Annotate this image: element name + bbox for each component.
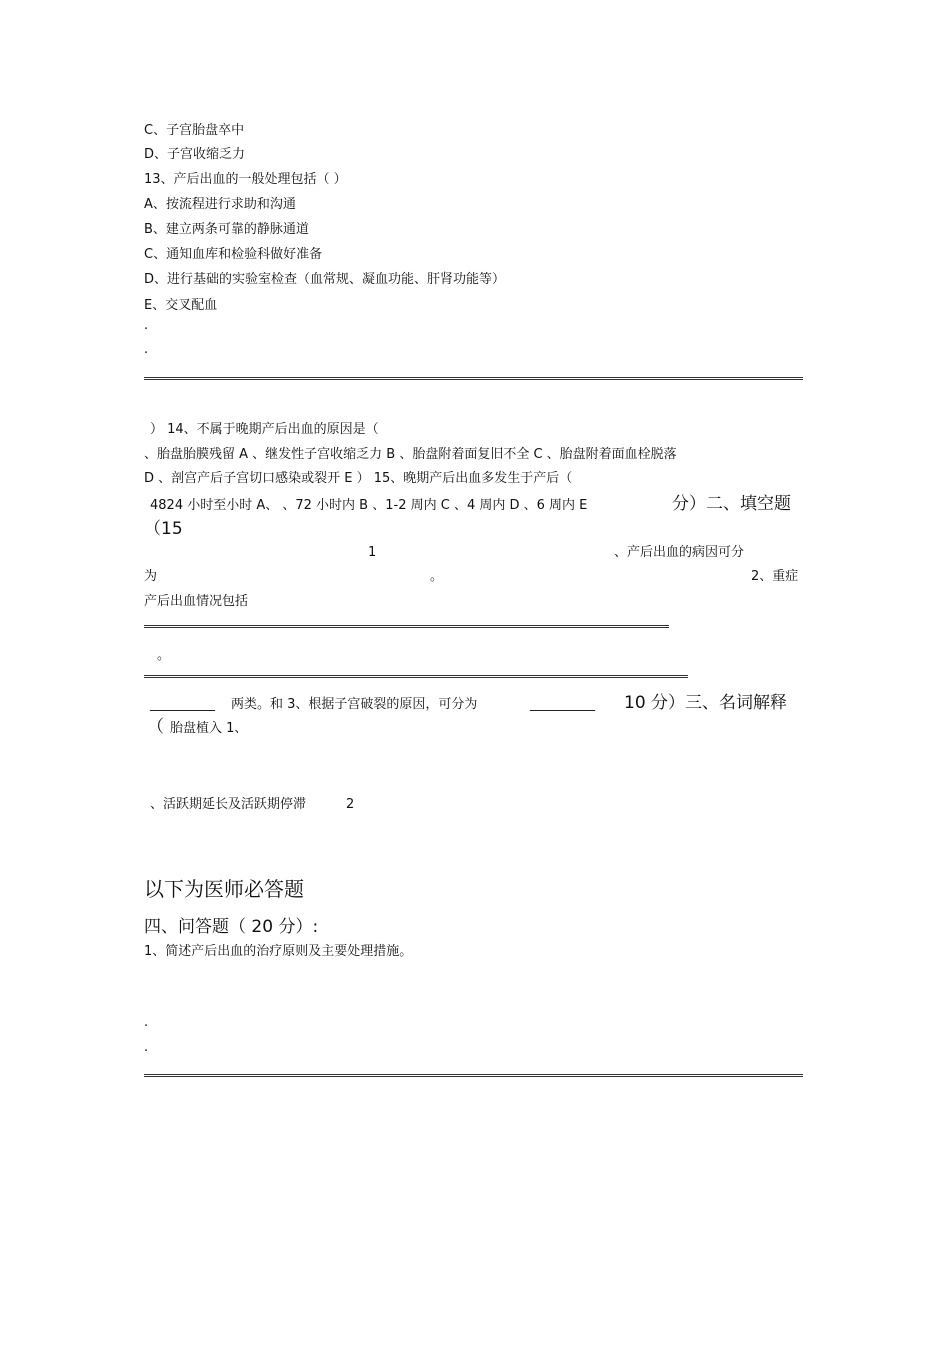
fill-3-text: 两类。和 3、根据子宫破裂的原因，可分为 xyxy=(231,697,478,712)
fill-2-period: 。 xyxy=(157,648,171,663)
option-c-placental-apoplexy: C、子宫胎盘卒中 xyxy=(144,123,245,138)
section-2-score: （15 xyxy=(144,519,183,539)
answer-line xyxy=(144,675,688,678)
term-2: 、活跃期延长及活跃期停滞 xyxy=(150,797,307,812)
page-divider xyxy=(144,377,803,380)
page-divider xyxy=(144,1074,803,1077)
section-3-heading: 10 分）三、名词解释 xyxy=(624,693,788,713)
fill-2-text: 产后出血情况包括 xyxy=(144,594,249,609)
question-14-option-d-and-15: D 、剖宫产后子宫切口感染或裂开 E ） 15、晚期产后出血多发生于产后（ xyxy=(144,471,573,486)
fill-2-number: 2、重症 xyxy=(751,569,799,584)
term-1: 胎盘植入 1、 xyxy=(170,721,248,736)
fill-3-blank-2: __________ xyxy=(530,697,595,712)
doctor-section-heading: 以下为医师必答题 xyxy=(144,877,304,901)
fill-1-text: 、产后出血的病因可分 xyxy=(614,545,745,560)
dot-marker: · xyxy=(144,346,149,361)
section-3-paren: （ xyxy=(147,717,164,737)
fill-1-number: 1 xyxy=(368,545,377,560)
fill-1-wei: 为 xyxy=(144,569,158,584)
section-4-heading: 四、问答题（ 20 分）: xyxy=(144,917,319,937)
section-2-heading: 分）二、填空题 xyxy=(672,494,791,514)
answer-line xyxy=(144,625,669,628)
option-13c: C、通知血库和检验科做好准备 xyxy=(144,247,323,262)
option-d-uterine-atony: D、子宫收缩乏力 xyxy=(144,147,246,162)
fill-3-blank: __________ xyxy=(150,697,215,712)
question-14: ） 14、不属于晚期产后出血的原因是（ xyxy=(150,422,379,437)
option-13b: B、建立两条可靠的静脉通道 xyxy=(144,222,309,237)
section-4-question-1: 1、简述产后出血的治疗原则及主要处理措施。 xyxy=(144,944,413,959)
option-13e: E、交叉配血 xyxy=(144,298,218,313)
option-13d: D、进行基础的实验室检查（血常规、凝血功能、肝肾功能等） xyxy=(144,272,506,287)
fill-1-period: 。 xyxy=(430,569,444,584)
question-14-options: 、胎盘胎膜残留 A 、继发性子宫收缩乏力 B 、胎盘附着面复旧不全 C 、胎盘附着面血栓脱落 xyxy=(144,447,677,462)
dot-marker: · xyxy=(144,322,149,337)
question-13: 13、产后出血的一般处理包括（ ） xyxy=(144,172,347,187)
dot-marker: · xyxy=(144,1044,149,1059)
question-15-options: 4824 小时至小时 A、 、72 小时内 B 、1-2 周内 C 、4 周内 D 、6 周内 E xyxy=(150,498,588,513)
option-13a: A、按流程进行求助和沟通 xyxy=(144,197,296,212)
term-2-number: 2 xyxy=(346,797,355,812)
dot-marker: · xyxy=(144,1019,149,1034)
